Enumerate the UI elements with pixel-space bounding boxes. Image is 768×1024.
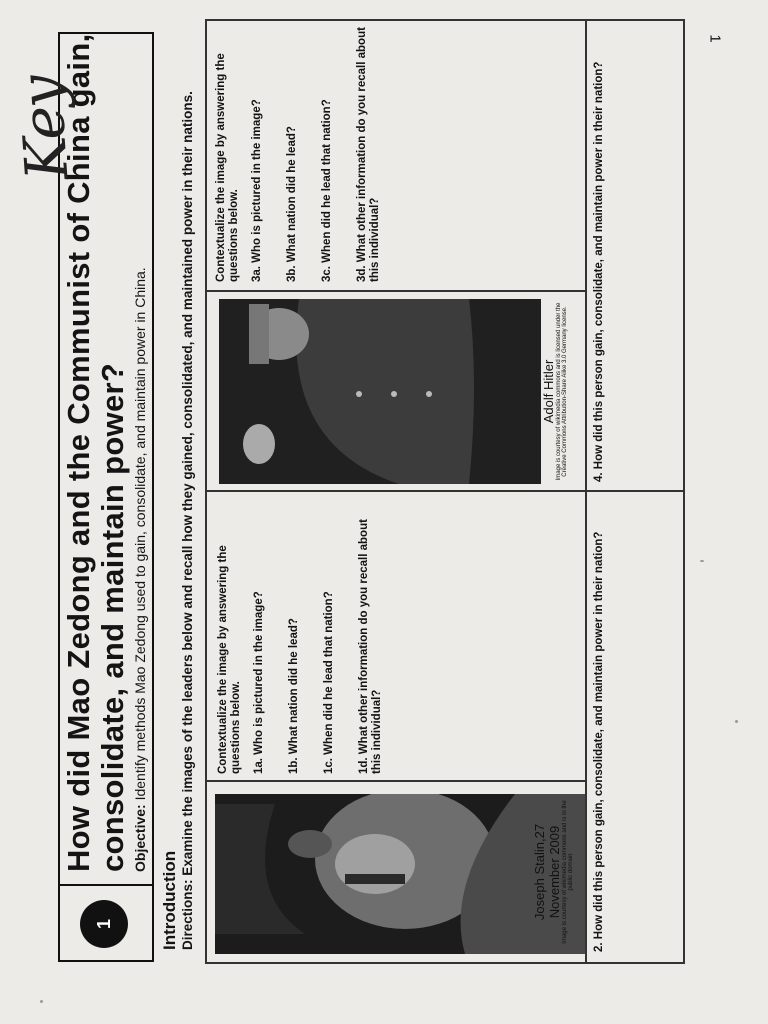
page-number: 1 bbox=[706, 34, 724, 43]
stalin-photo bbox=[215, 794, 585, 954]
title-divider bbox=[60, 884, 152, 886]
question-3b: 3b. What nation did he lead? bbox=[286, 126, 298, 282]
portrait-image bbox=[215, 794, 585, 954]
panel1-questions bbox=[217, 499, 406, 774]
question-4: 4. How did this person gain, consolidate, and maintain power in their nation? bbox=[593, 61, 605, 482]
page-title: How did Mao Zedong and the Communist of China gain, consolidate, and maintain power? bbox=[61, 33, 130, 872]
panel1-intro: Contextualize the image by answering the questions below. bbox=[217, 545, 242, 774]
stalin-caption-credit: Image is courtesy of wikimedia commons and is in the public domain bbox=[562, 800, 574, 944]
question-2: 2. How did this person gain, consolidate, and maintain power in their nation? bbox=[593, 531, 605, 952]
intro-heading: Introduction bbox=[160, 850, 179, 950]
hitler-caption-name: Adolf Hitler bbox=[541, 359, 556, 424]
panel2-questions bbox=[215, 24, 404, 282]
stalin-caption-name: Joseph Stalin,27 November 2009 bbox=[532, 823, 562, 921]
hitler-caption-credit: Image is courtesy of wikimedia commons and is licensed under the Creative Commons Attribution-Share Alike 3.0 Germany license. bbox=[556, 302, 568, 481]
grid-line bbox=[585, 21, 587, 962]
grid-line bbox=[207, 491, 683, 493]
section-number-badge: 1 bbox=[80, 900, 128, 948]
worksheet-grid bbox=[205, 19, 685, 964]
stalin-caption bbox=[532, 794, 574, 950]
hitler-photo bbox=[219, 299, 541, 484]
objective-text: Identify methods Mao Zedong used to gain, consolidate, and maintain power in China. bbox=[132, 267, 148, 801]
question-1d: 1d. What other information do you recall about this individual? bbox=[358, 519, 383, 774]
objective-label: Objective: bbox=[132, 804, 148, 872]
question-3d: 3d. What other information do you recall about this individual? bbox=[356, 27, 381, 282]
grid-line bbox=[207, 291, 585, 293]
question-1a: 1a. Who is pictured in the image? bbox=[253, 591, 265, 774]
portrait-image bbox=[219, 299, 541, 484]
grid-line bbox=[207, 781, 585, 783]
objective bbox=[132, 267, 148, 872]
panel2-intro: Contextualize the image by answering the questions below. bbox=[215, 53, 240, 282]
question-3c: 3c. When did he lead that nation? bbox=[321, 99, 333, 282]
question-3a: 3a. Who is pictured in the image? bbox=[251, 99, 263, 282]
question-1c: 1c. When did he lead that nation? bbox=[323, 591, 335, 774]
question-1b: 1b. What nation did he lead? bbox=[288, 618, 300, 774]
directions: Directions: Examine the images of the leaders below and recall how they gained, consolidated, and maintained power in their nations. bbox=[180, 91, 195, 950]
handwritten-key: Key bbox=[6, 74, 82, 183]
hitler-caption bbox=[541, 299, 568, 484]
